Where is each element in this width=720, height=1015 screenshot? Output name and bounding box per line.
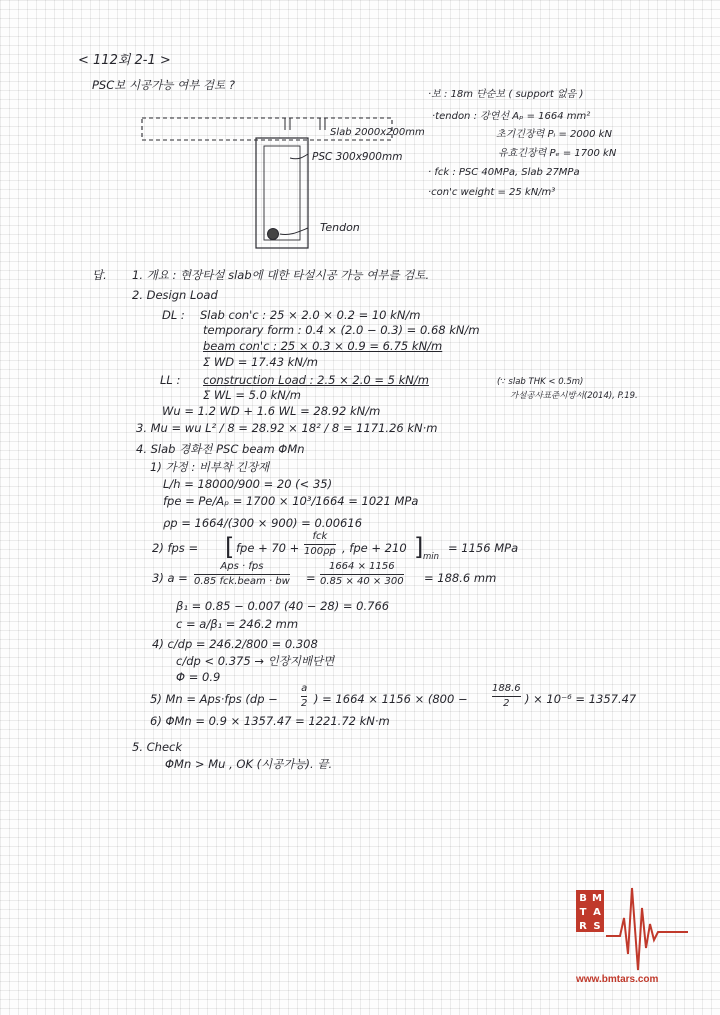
logo-letter: A xyxy=(593,907,601,918)
a-fraction-numeric xyxy=(320,561,404,588)
shear-connector-right xyxy=(320,118,325,130)
given-line: ·con'c weight = 25 kN/m³ xyxy=(428,187,556,198)
logo-letter: M xyxy=(592,893,602,904)
section-check: 5. Check xyxy=(132,740,183,754)
given-line: 유효긴장력 Pₑ = 1700 kN xyxy=(498,148,617,159)
mn-middle: ) = 1664 × 1156 × (800 − xyxy=(314,692,468,706)
psc-beam-inner xyxy=(264,146,300,240)
mn-lhs: 5) Mn = Aps·fps (dp − xyxy=(150,692,278,706)
ll-construction: construction Load : 2.5 × 2.0 = 5 kN/m xyxy=(203,373,429,387)
mn-end: ) × 10⁻⁶ = 1357.47 xyxy=(525,692,637,706)
effective-prestress: fpe = Pe/Aₚ = 1700 × 10³/1664 = 1021 MPa xyxy=(163,494,419,508)
factored-load: Wu = 1.2 WD + 1.6 WL = 28.92 kN/m xyxy=(162,404,381,418)
mn-a-over-2 xyxy=(301,683,307,710)
logo-letter: T xyxy=(579,907,587,918)
fps-result: = 1156 MPa xyxy=(448,541,519,555)
logo-url: www.bmtars.com xyxy=(576,974,659,985)
mn-numerator: 188.6 xyxy=(492,683,521,694)
answer-label: 답. xyxy=(92,268,107,282)
mn-denominator: 2 xyxy=(503,698,510,709)
slab-label: Slab 2000x200mm xyxy=(330,127,425,138)
prestress-ratio: ρp = 1664/(300 × 900) = 0.00616 xyxy=(163,516,363,530)
neutral-axis: c = a/β₁ = 246.2 mm xyxy=(176,617,299,631)
question-text: PSC보 시공가능 여부 검토 ? xyxy=(92,78,235,92)
bracket-open: [ xyxy=(225,533,235,561)
fraction-bar xyxy=(194,574,290,575)
beam-section-diagram xyxy=(130,110,425,270)
mn-two: 2 xyxy=(301,698,308,709)
fps-term-b: , fpe + 210 xyxy=(342,541,407,555)
assumption: 1) 가정 : 비부착 긴장재 xyxy=(150,460,270,474)
tendon-label: Tendon xyxy=(320,221,360,234)
logo-letter: B xyxy=(579,893,587,904)
a-denominator: 0.85 fck.beam · bw xyxy=(194,576,290,587)
fps-fraction xyxy=(304,531,336,558)
section-overview: 1. 개요 : 현장타설 slab에 대한 타설시공 가능 여부를 검토. xyxy=(132,268,430,282)
section-moment: 3. Mu = wu L² / 8 = 28.92 × 18² / 8 = 1171.26 kN·m xyxy=(136,421,438,435)
a-denominator-value: 0.85 × 40 × 300 xyxy=(320,576,404,587)
logo-graphic xyxy=(570,878,692,990)
dl-label: DL : xyxy=(162,308,185,322)
section-design-load: 2. Design Load xyxy=(132,288,218,302)
tension-controlled: c/dp < 0.375 → 인장지배단면 xyxy=(176,654,335,668)
tendon-leader xyxy=(280,228,308,235)
a-numerator-value: 1664 × 1156 xyxy=(328,561,395,572)
dl-beam: beam con'c : 25 × 0.3 × 0.9 = 6.75 kN/m xyxy=(203,339,443,353)
fps-lhs: 2) fps = xyxy=(152,541,199,555)
logo-letter: S xyxy=(593,921,601,932)
logo-waveform xyxy=(606,888,688,970)
ll-reference: 가설공사표준시방서(2014), P.19. xyxy=(510,391,638,401)
beam-label-leader xyxy=(290,154,308,159)
given-line: ·tendon : 강연선 Aₚ = 1664 mm² xyxy=(432,111,591,122)
a-numerator: Aps · fps xyxy=(220,561,264,572)
given-line: 초기긴장력 Pᵢ = 2000 kN xyxy=(496,129,612,140)
fraction-bar xyxy=(301,696,307,697)
fps-denominator: 100ρp xyxy=(304,546,336,557)
fps-term-a: fpe + 70 + xyxy=(236,541,300,555)
span-depth-ratio: L/h = 18000/900 = 20 (< 35) xyxy=(163,477,333,491)
a-equals: = xyxy=(306,571,316,585)
bmtars-logo xyxy=(570,878,692,990)
logo-letter: R xyxy=(579,921,587,932)
problem-number: < 112회 2-1 > xyxy=(78,53,171,68)
mn-a: a xyxy=(301,683,308,694)
a-lhs: 3) a = xyxy=(152,571,188,585)
design-strength: 6) ΦMn = 0.9 × 1357.47 = 1221.72 kN·m xyxy=(150,714,390,728)
beam-label: PSC 300x900mm xyxy=(312,151,403,163)
ll-note: (∵ slab THK < 0.5m) xyxy=(497,377,584,387)
shear-connector-left xyxy=(285,118,290,130)
phi-factor: Φ = 0.9 xyxy=(176,670,221,684)
beta-factor: β₁ = 0.85 − 0.007 (40 − 28) = 0.766 xyxy=(176,599,390,613)
given-line: · fck : PSC 40MPa, Slab 27MPa xyxy=(428,167,580,178)
dl-slab: Slab con'c : 25 × 2.0 × 0.2 = 10 kN/m xyxy=(200,308,421,322)
tendon-symbol xyxy=(268,229,279,240)
dl-sum: Σ WD = 17.43 kN/m xyxy=(203,355,319,369)
check-result: ΦMn > Mu , OK (시공가능). 끝. xyxy=(165,757,333,771)
mn-fraction xyxy=(492,683,521,710)
a-fraction-symbolic xyxy=(194,561,290,588)
dl-form: temporary form : 0.4 × (2.0 − 0.3) = 0.68 kN/m xyxy=(203,323,480,337)
fps-numerator: fck xyxy=(312,531,328,542)
strain-ratio: 4) c/dp = 246.2/800 = 0.308 xyxy=(152,637,318,651)
ll-label: LL : xyxy=(160,373,181,387)
given-line: ·보 : 18m 단순보 ( support 없음 ) xyxy=(428,89,584,100)
fraction-bar xyxy=(492,696,521,697)
fps-min: min xyxy=(423,552,440,562)
bracket-close: ] xyxy=(414,533,424,561)
fraction-bar xyxy=(304,544,336,545)
section-capacity: 4. Slab 경화전 PSC beam ΦMn xyxy=(136,442,305,456)
a-result: = 188.6 mm xyxy=(424,571,497,585)
fraction-bar xyxy=(320,574,404,575)
ll-sum: Σ WL = 5.0 kN/m xyxy=(203,388,301,402)
